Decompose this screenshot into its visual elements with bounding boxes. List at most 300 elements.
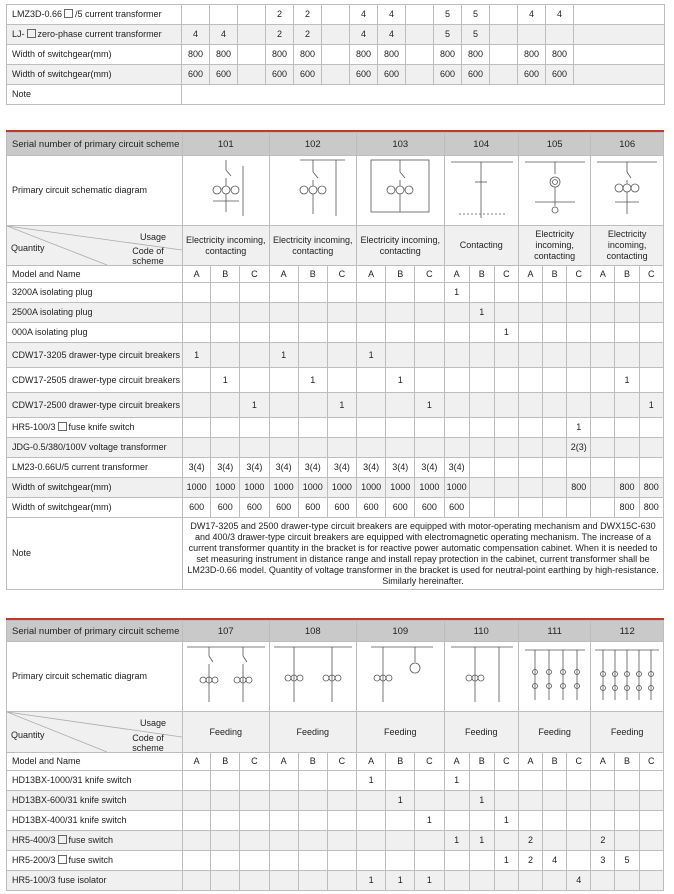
table-cell	[327, 418, 356, 438]
table-cell	[327, 343, 356, 368]
table-cell	[269, 771, 298, 791]
table-cell: 3(4)	[298, 458, 327, 478]
scheme-code: B	[211, 753, 240, 771]
table-cell: 1	[444, 283, 469, 303]
table-cell: 800	[350, 45, 378, 65]
table-cell	[543, 343, 567, 368]
note-text: DW17-3205 and 2500 drawer-type circuit breakers are equipped with motor-operating mechanism and DWX15C-630 and 400/3 drawer-type circuit breakers are equipped with electromagnetic operating mechanism. The increase of a current transformer quantity in the bracket is for reactive power automatic compensation cabinet. When it is needed to set measuring instrument in distance range and install repay protection in the cabinet, current transformer shall be LM23D-0.66 model. Quantity of voltage transformer in the bracket is used for neutral-point earthing by high-resistance. Similarly hereinafter.	[183, 518, 664, 590]
scheme-serial-label: Serial number of primary circuit scheme	[7, 621, 183, 642]
row-label	[7, 418, 183, 438]
row-label	[7, 343, 183, 368]
table-cell	[494, 498, 518, 518]
table-cell: 1	[615, 368, 639, 393]
table-cell: 1	[469, 303, 494, 323]
table-cell	[269, 831, 298, 851]
table-cell	[415, 303, 444, 323]
row-label-text: HD13BX-1000/31 knife switch	[12, 775, 132, 785]
table-cell: 3(4)	[327, 458, 356, 478]
table-cell	[444, 438, 469, 458]
table-cell	[591, 478, 615, 498]
table-cell	[494, 368, 518, 393]
row-label-text: HR5-100/3 fuse isolator	[12, 875, 107, 885]
table-cell	[469, 418, 494, 438]
table-cell	[210, 5, 238, 25]
scheme-code: C	[639, 266, 663, 283]
table-row	[7, 438, 664, 458]
table-cell	[494, 831, 518, 851]
scheme-code: B	[298, 266, 327, 283]
table-row	[7, 831, 664, 851]
table-cell	[211, 811, 240, 831]
row-label-suffix: fuse knife switch	[68, 422, 135, 432]
table-cell	[238, 45, 266, 65]
table-cell	[494, 393, 518, 418]
placeholder-box-icon	[58, 855, 67, 864]
table-cell	[591, 458, 615, 478]
table-cell	[357, 831, 386, 851]
table-cell	[327, 871, 356, 891]
table-row	[7, 851, 664, 871]
scheme-code: A	[269, 753, 298, 771]
table-cell	[469, 368, 494, 393]
table-cell: 4	[546, 5, 574, 25]
table-cell	[494, 283, 518, 303]
table-cell: 4	[378, 5, 406, 25]
table-cell	[574, 25, 665, 45]
table-cell: 3(4)	[211, 458, 240, 478]
row-label	[7, 871, 183, 891]
row-label	[7, 438, 183, 458]
usage-103: Electricity incoming, contacting	[357, 226, 445, 266]
table-cell: 600	[327, 498, 356, 518]
model-name-label: Model and Name	[7, 266, 183, 283]
row-label	[7, 831, 183, 851]
table-cell	[494, 478, 518, 498]
table-cell	[211, 831, 240, 851]
table-cell	[240, 791, 269, 811]
table-cell: 600	[211, 498, 240, 518]
note-label: Note	[7, 85, 182, 105]
table-row	[7, 458, 664, 478]
row-label-suffix: fuse switch	[68, 835, 114, 845]
note-row	[7, 518, 664, 590]
table-cell	[211, 393, 240, 418]
table-cell	[639, 791, 663, 811]
table-cell: 800	[182, 45, 210, 65]
table-cell	[469, 458, 494, 478]
table-cell: 600	[518, 65, 546, 85]
table-cell	[615, 831, 639, 851]
table-cell: 2	[266, 25, 294, 45]
row-label	[7, 45, 182, 65]
table-cell	[615, 343, 639, 368]
table-cell	[415, 851, 444, 871]
table-cell: 1	[415, 871, 444, 891]
table-cell: 600	[378, 65, 406, 85]
schematic-diagram-102	[269, 156, 357, 226]
table-cell	[543, 393, 567, 418]
row-label-suffix: zero-phase current transformer	[37, 29, 162, 39]
table-cell	[574, 65, 665, 85]
table-cell: 1	[386, 871, 415, 891]
schematic-diagram-109	[357, 642, 445, 712]
table-cell	[327, 771, 356, 791]
table-cell	[494, 771, 518, 791]
table-cell: 800	[462, 45, 490, 65]
table-cell: 1000	[415, 478, 444, 498]
diagram-label: Primary circuit schematic diagram	[7, 642, 183, 712]
table-cell	[615, 771, 639, 791]
table-cell: 2	[518, 831, 542, 851]
table-cell	[567, 303, 591, 323]
table-cell	[183, 851, 211, 871]
table-row	[7, 283, 664, 303]
table-cell	[298, 438, 327, 458]
scheme-code: C	[240, 266, 269, 283]
scheme-106: 106	[591, 133, 664, 156]
table-cell: 800	[434, 45, 462, 65]
table-cell: 1	[415, 393, 444, 418]
table-cell	[238, 65, 266, 85]
table-cell	[518, 771, 542, 791]
table-cell	[567, 323, 591, 343]
table-cell: 600	[269, 498, 298, 518]
table-cell	[494, 418, 518, 438]
table-cell	[211, 438, 240, 458]
table-cell	[639, 458, 663, 478]
table-cell: 3(4)	[415, 458, 444, 478]
usage-110: Feeding	[444, 712, 518, 753]
table-cell	[298, 831, 327, 851]
table-cell	[543, 323, 567, 343]
table-cell: 800	[567, 478, 591, 498]
table-cell	[240, 438, 269, 458]
row-label-text: CDW17-2500 drawer-type circuit breakers	[12, 399, 181, 410]
table-cell	[183, 438, 211, 458]
table-cell	[518, 871, 542, 891]
table-cell: 4	[182, 25, 210, 45]
table-cell	[327, 438, 356, 458]
table-cell: 3	[591, 851, 615, 871]
table-cell	[240, 283, 269, 303]
table-cell	[469, 393, 494, 418]
scheme-code: C	[567, 266, 591, 283]
table-cell	[591, 871, 615, 891]
scheme-code: A	[444, 266, 469, 283]
table-row	[7, 393, 664, 418]
table-cell	[327, 323, 356, 343]
table-cell	[357, 851, 386, 871]
table-cell	[469, 343, 494, 368]
table-cell	[183, 393, 211, 418]
table-cell	[639, 303, 663, 323]
table-cell	[615, 393, 639, 418]
table-cell	[183, 368, 211, 393]
table-cell	[269, 871, 298, 891]
table-cell: 1000	[386, 478, 415, 498]
row-label-text: 3200A isolating plug	[12, 287, 93, 297]
table-cell	[490, 65, 518, 85]
note-row	[7, 85, 665, 105]
table-cell	[518, 418, 542, 438]
row-label-text: JDG-0.5/380/100V voltage transformer	[12, 442, 167, 452]
scheme-code: C	[327, 266, 356, 283]
table-cell	[386, 771, 415, 791]
table-cell	[357, 791, 386, 811]
table-cell: 800	[518, 45, 546, 65]
table-cell	[591, 771, 615, 791]
scheme-103: 103	[357, 133, 445, 156]
row-label-text: Width of switchgear(mm)	[12, 502, 112, 512]
table-cell	[574, 45, 665, 65]
table-cell	[574, 5, 665, 25]
quantity-label: Quantity	[11, 730, 45, 740]
table-cell: 800	[210, 45, 238, 65]
table-cell	[591, 283, 615, 303]
table-cell: 600	[434, 65, 462, 85]
table-cell	[183, 303, 211, 323]
table-cell	[357, 418, 386, 438]
table-cell	[415, 283, 444, 303]
table-cell: 800	[639, 478, 663, 498]
table-cell	[494, 871, 518, 891]
row-label	[7, 458, 183, 478]
table-cell: 800	[639, 498, 663, 518]
scheme-code: B	[543, 753, 567, 771]
table-cell	[211, 771, 240, 791]
schematic-diagram-103	[357, 156, 445, 226]
table-cell	[269, 368, 298, 393]
table-cell	[322, 5, 350, 25]
placeholder-box-icon	[27, 29, 36, 38]
table-cell	[518, 811, 542, 831]
table-cell	[357, 303, 386, 323]
table-cell	[211, 418, 240, 438]
table-cell	[183, 283, 211, 303]
scheme-code: C	[415, 753, 444, 771]
table-cell	[415, 323, 444, 343]
table-cell	[490, 45, 518, 65]
table-cell	[183, 418, 211, 438]
scheme-code: C	[494, 266, 518, 283]
placeholder-box-icon	[58, 422, 67, 431]
table-cell	[386, 811, 415, 831]
table-row	[7, 45, 665, 65]
table-cell	[269, 303, 298, 323]
table-cell	[327, 368, 356, 393]
row-label	[7, 498, 183, 518]
table-cell: 2(3)	[567, 438, 591, 458]
usage-quantity-header	[7, 712, 183, 753]
table-cell	[240, 851, 269, 871]
row-label-text: Width of switchgear(mm)	[12, 69, 112, 79]
table-row	[7, 25, 665, 45]
scheme-code: B	[386, 266, 415, 283]
table-cell	[298, 811, 327, 831]
table-cell: 1	[567, 418, 591, 438]
table-cell	[322, 25, 350, 45]
table-cell: 5	[462, 5, 490, 25]
table-cell	[444, 791, 469, 811]
scheme-110: 110	[444, 621, 518, 642]
table-cell	[567, 283, 591, 303]
table-cell: 1	[327, 393, 356, 418]
table-cell	[240, 831, 269, 851]
scheme-code: C	[567, 753, 591, 771]
table-cell	[567, 791, 591, 811]
table-cell	[469, 771, 494, 791]
table-cell	[469, 323, 494, 343]
table-cell	[444, 851, 469, 871]
table-cell	[386, 343, 415, 368]
table-cell	[327, 303, 356, 323]
scheme-code: B	[615, 266, 639, 283]
scheme-code: B	[469, 266, 494, 283]
table-cell	[269, 283, 298, 303]
table-cell	[615, 418, 639, 438]
table-cell	[591, 791, 615, 811]
table-row	[7, 65, 665, 85]
table-cell	[518, 458, 542, 478]
table-cell: 2	[591, 831, 615, 851]
table-cell: 800	[546, 45, 574, 65]
table-cell	[269, 791, 298, 811]
table-cell	[639, 851, 663, 871]
usage-104: Contacting	[444, 226, 518, 266]
scheme-code: A	[444, 753, 469, 771]
usage-label: Usage	[140, 718, 167, 728]
table-cell: 5	[434, 25, 462, 45]
table-cell	[406, 25, 434, 45]
row-label-text: LJ-	[12, 29, 25, 39]
table-row	[7, 811, 664, 831]
table-cell: 1000	[327, 478, 356, 498]
row-label	[7, 791, 183, 811]
table-row	[7, 418, 664, 438]
table-cell	[543, 478, 567, 498]
code-of-scheme-label: Code of scheme	[132, 733, 164, 753]
table-cell: 2	[266, 5, 294, 25]
table-cell	[490, 5, 518, 25]
table-cell: 5	[434, 5, 462, 25]
table-cell: 1000	[183, 478, 211, 498]
table-cell	[543, 871, 567, 891]
table-cell	[444, 811, 469, 831]
row-label	[7, 478, 183, 498]
table-cell: 3(4)	[444, 458, 469, 478]
table-cell	[298, 791, 327, 811]
table-cell: 4	[378, 25, 406, 45]
table-cell: 1	[639, 393, 663, 418]
table-cell	[469, 438, 494, 458]
table-cell	[327, 851, 356, 871]
scheme-code: A	[269, 266, 298, 283]
table-cell: 1	[494, 323, 518, 343]
table-cell	[269, 323, 298, 343]
row-label	[7, 368, 183, 393]
table-cell	[415, 771, 444, 791]
table-cell	[211, 283, 240, 303]
row-label-text: 000A isolating plug	[12, 327, 88, 337]
table-cell	[327, 283, 356, 303]
table-cell	[615, 283, 639, 303]
table-cell: 1000	[211, 478, 240, 498]
usage-111: Feeding	[518, 712, 590, 753]
usage-label: Usage	[140, 232, 167, 242]
table-cell: 1	[240, 393, 269, 418]
table-cell	[183, 831, 211, 851]
table-cell	[543, 368, 567, 393]
table-3	[6, 620, 664, 891]
table-cell	[183, 791, 211, 811]
table-cell	[615, 811, 639, 831]
table-2	[6, 132, 664, 590]
table-cell	[240, 871, 269, 891]
table-cell	[518, 283, 542, 303]
row-label-suffix: /5 current transformer	[75, 9, 162, 19]
table-cell	[469, 871, 494, 891]
table-cell	[639, 438, 663, 458]
table-cell	[357, 393, 386, 418]
table-cell: 1000	[298, 478, 327, 498]
table-cell: 600	[183, 498, 211, 518]
table-cell	[183, 771, 211, 791]
table-cell	[591, 393, 615, 418]
table-cell	[543, 791, 567, 811]
table-cell	[269, 811, 298, 831]
table-cell	[567, 458, 591, 478]
table-cell	[327, 831, 356, 851]
table-cell: 1	[298, 368, 327, 393]
schematic-diagram-107	[183, 642, 270, 712]
row-label	[7, 283, 183, 303]
table-cell	[518, 393, 542, 418]
table-cell: 1000	[269, 478, 298, 498]
table-cell: 1	[386, 368, 415, 393]
row-label	[7, 303, 183, 323]
placeholder-box-icon	[58, 835, 67, 844]
table-cell: 3(4)	[386, 458, 415, 478]
table-cell	[469, 498, 494, 518]
scheme-code: C	[639, 753, 663, 771]
scheme-code: A	[591, 753, 615, 771]
usage-112: Feeding	[591, 712, 664, 753]
scheme-112: 112	[591, 621, 664, 642]
table-cell: 600	[444, 498, 469, 518]
table-cell	[615, 871, 639, 891]
table-cell	[322, 65, 350, 85]
table-cell: 600	[350, 65, 378, 85]
table-cell	[386, 323, 415, 343]
scheme-code: B	[211, 266, 240, 283]
table-cell	[543, 498, 567, 518]
table-cell	[494, 791, 518, 811]
table-cell: 600	[294, 65, 322, 85]
table-cell	[406, 45, 434, 65]
table-cell: 4	[350, 25, 378, 45]
table-cell	[211, 303, 240, 323]
scheme-code: B	[469, 753, 494, 771]
row-label	[7, 811, 183, 831]
table-cell: 800	[266, 45, 294, 65]
table-cell	[518, 478, 542, 498]
table-cell	[357, 438, 386, 458]
table-cell	[211, 343, 240, 368]
table-cell: 600	[386, 498, 415, 518]
schematic-diagram-108	[269, 642, 357, 712]
table-cell	[357, 811, 386, 831]
table-cell: 1	[183, 343, 211, 368]
